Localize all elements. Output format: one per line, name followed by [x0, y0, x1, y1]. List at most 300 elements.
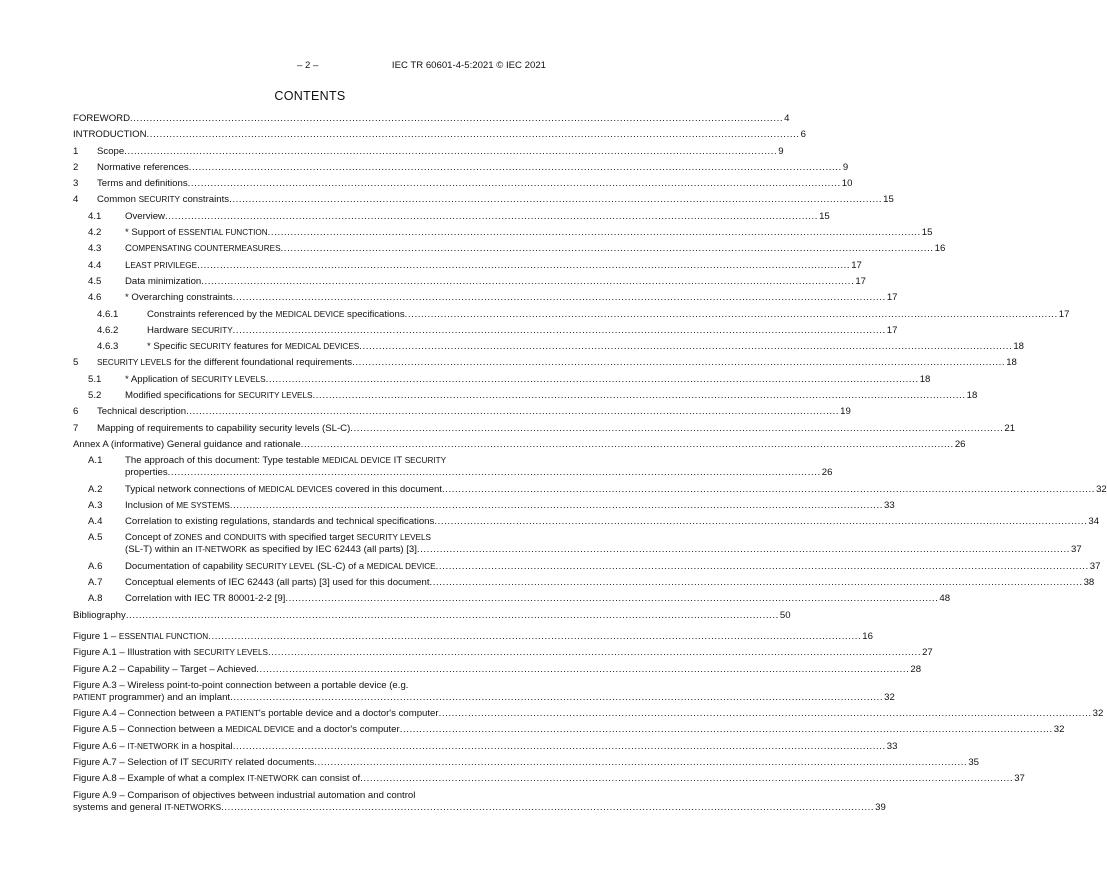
- small-caps-term: SECURITY: [138, 195, 180, 205]
- small-caps-term: SECURITY LEVELS: [97, 358, 172, 368]
- entry-title: [73, 692, 230, 704]
- entry-title: [125, 227, 268, 239]
- entry-title: [125, 243, 281, 255]
- entry-title: [73, 741, 233, 753]
- entry-title: [73, 757, 314, 769]
- toc-entry[interactable]: [73, 259, 862, 272]
- dot-leader: ........................................................................................................................................................................................................: [404, 308, 1058, 320]
- dot-leader: ........................................................................................................................................................................................................: [187, 178, 841, 190]
- section-number: 4: [73, 194, 79, 206]
- page-ref: 39: [875, 801, 886, 813]
- title-text: (SL-T) within an: [125, 544, 196, 556]
- entry-title: [125, 484, 442, 496]
- figure-entry[interactable]: [73, 708, 1104, 720]
- page-ref: 17: [855, 275, 867, 287]
- small-caps-term: SECURITY: [191, 758, 233, 768]
- small-caps-term: SECURITY LEVELS: [356, 533, 432, 543]
- entry-title: [73, 129, 147, 141]
- entry-title: [125, 544, 417, 556]
- dot-leader: ........................................................................................................................................................................................................: [164, 210, 819, 222]
- page-ref: 32: [1096, 483, 1107, 495]
- page-ref: 17: [851, 259, 862, 271]
- toc-entry[interactable]: [73, 609, 791, 622]
- figure-entry[interactable]: [73, 757, 979, 769]
- small-caps-term: MEDICAL DEVICE: [366, 561, 436, 571]
- entry-line: [73, 560, 1101, 573]
- title-text: Documentation of capability: [125, 560, 246, 572]
- toc-entry[interactable]: [73, 516, 1100, 528]
- toc-entry[interactable]: [73, 227, 933, 239]
- entry-line: [73, 275, 867, 288]
- title-text: and: [202, 532, 224, 544]
- entry-title: [125, 577, 430, 589]
- entry-line: [73, 129, 806, 141]
- page-ref: 18: [1013, 341, 1025, 353]
- dot-leader: ........................................................................................................................................................................................................: [124, 145, 778, 157]
- dot-leader: ........................................................................................................................................................................................................: [438, 708, 1092, 720]
- small-caps-term: SECURITY: [189, 342, 232, 352]
- section-number: 4.4: [88, 259, 102, 271]
- page-ref: 34: [1088, 516, 1100, 528]
- small-caps-term: MEDICAL DEVICE: [322, 456, 392, 466]
- page-ref: 38: [1083, 577, 1095, 589]
- title-text: Figure A.8 – Example of what a complex: [73, 773, 248, 785]
- title-text: IT: [391, 455, 405, 467]
- entry-title: [73, 610, 126, 622]
- entry-line: [73, 390, 978, 402]
- title-text: in a hospital: [178, 740, 233, 752]
- dot-leader: ........................................................................................................................................................................................................: [268, 647, 922, 659]
- section-number: 4.6.2: [97, 324, 119, 336]
- figure-entry[interactable]: [73, 631, 873, 643]
- page-ref: 6: [800, 129, 806, 141]
- page-ref: 15: [921, 227, 933, 239]
- section-number: A.4: [88, 516, 103, 528]
- title-text: programmer) and an implant: [106, 691, 231, 703]
- section-number: A.8: [88, 593, 103, 605]
- title-text: Hardware: [147, 324, 192, 336]
- figure-entry[interactable]: [73, 773, 1025, 785]
- title-text: Correlation with IEC TR 80001-2-2 [9]: [125, 593, 286, 605]
- entry-line: [73, 790, 546, 802]
- small-caps-term: EAST PRIVILEGE: [130, 260, 198, 270]
- dot-leader: ........................................................................................................................................................................................................: [399, 724, 1053, 736]
- dot-leader: ........................................................................................................................................................................................................: [232, 324, 886, 336]
- dot-leader: ........................................................................................................................................................................................................: [280, 243, 934, 255]
- section-number: 5.2: [88, 390, 102, 402]
- title-text: Figure A.9 – Comparison of objectives between industrial automation and control: [73, 789, 416, 801]
- entry-line: [73, 483, 1107, 496]
- title-text: * Overarching constraints: [125, 292, 233, 304]
- page-ref: 26: [821, 467, 833, 479]
- entry-line: [73, 292, 898, 304]
- dot-leader: ........................................................................................................................................................................................................: [197, 259, 851, 271]
- entry-title: [125, 561, 436, 573]
- entry-line: [73, 243, 946, 255]
- entry-line: [73, 516, 1100, 528]
- entry-title: [125, 532, 431, 544]
- toc-entry[interactable]: [73, 292, 898, 304]
- entry-line: [73, 113, 790, 125]
- title-text: Figure A.1 – Illustration with: [73, 647, 194, 659]
- small-caps-term: IT-NETWORKS: [164, 802, 222, 812]
- small-caps-term: MEDICAL DEVICES: [284, 342, 360, 352]
- entry-line: [73, 593, 951, 605]
- entry-line: [73, 178, 853, 190]
- title-text: as specified by IEC 62443 (all parts) [3]: [246, 544, 417, 556]
- entry-title: [73, 773, 360, 785]
- section-number: A.1: [88, 455, 103, 467]
- page-ref: 32: [884, 691, 895, 703]
- dot-leader: ........................................................................................................................................................................................................: [229, 194, 883, 206]
- page-ref: 17: [886, 292, 898, 304]
- title-text: 's portable device and a doctor's computer: [258, 708, 439, 720]
- toc-entry[interactable]: [73, 194, 894, 206]
- entry-line: [73, 259, 862, 272]
- page-ref: 10: [841, 178, 853, 190]
- section-number: 7: [73, 422, 79, 434]
- title-text: L: [125, 259, 131, 271]
- title-text: * Specific: [147, 341, 190, 353]
- entry-title: [73, 790, 415, 802]
- section-number: A.3: [88, 499, 103, 511]
- entry-line: [73, 757, 979, 769]
- entry-title: [125, 292, 233, 304]
- title-text: Overview: [125, 210, 165, 222]
- page-ref: 32: [1092, 708, 1104, 720]
- dot-leader: ........................................................................................................................................................................................................: [267, 227, 921, 239]
- entry-line: [73, 145, 784, 158]
- page-ref: 21: [1004, 422, 1016, 434]
- small-caps-term: IT-NETWORK: [247, 774, 299, 784]
- title-text: for the different foundational requirements: [171, 357, 353, 369]
- toc-entry[interactable]: [73, 324, 898, 337]
- title-text: Conceptual elements of IEC 62443 (all parts) [3] used for this document: [125, 577, 430, 589]
- toc-entry[interactable]: [73, 161, 849, 174]
- dot-leader: ........................................................................................................................................................................................................: [360, 773, 1014, 785]
- title-text: The approach of this document: Type testable: [125, 455, 323, 467]
- entry-line: [73, 801, 886, 814]
- section-number: A.5: [88, 532, 103, 544]
- entry-line: [73, 773, 1025, 785]
- section-number: 2: [73, 161, 79, 173]
- small-caps-term: ME SYSTEMS: [176, 500, 230, 510]
- entry-line: [73, 324, 898, 337]
- entry-title: [97, 423, 350, 435]
- entry-line: [73, 544, 1082, 556]
- entry-line: [73, 357, 1017, 369]
- entry-line: [73, 406, 851, 418]
- entry-title: [125, 455, 446, 467]
- title-text: Figure A.6 –: [73, 740, 128, 752]
- dot-leader: ........................................................................................................................................................................................................: [221, 801, 875, 813]
- title-text: and a doctor's computer: [294, 724, 400, 736]
- entry-line: [73, 708, 1104, 720]
- title-text: properties: [125, 467, 168, 479]
- entry-line: [73, 467, 833, 479]
- small-caps-term: SECURITY LEVEL: [245, 561, 315, 571]
- dot-leader: ........................................................................................................................................................................................................: [300, 438, 954, 450]
- dot-leader: ........................................................................................................................................................................................................: [416, 544, 1070, 556]
- title-text: constraints: [180, 194, 230, 206]
- toc-entry[interactable]: [73, 275, 867, 288]
- small-caps-term: ESSENTIAL FUNCTION: [118, 632, 209, 641]
- small-caps-term: OMPENSATING COUNTERMEASURES: [131, 244, 281, 254]
- section-number: 5.1: [88, 373, 102, 385]
- entry-line: [73, 422, 1016, 435]
- dot-leader: ........................................................................................................................................................................................................: [265, 373, 919, 385]
- section-number: 4.6.3: [97, 341, 119, 353]
- toc-entry[interactable]: [73, 455, 833, 479]
- entry-line: [73, 680, 546, 692]
- section-number: 4.5: [88, 275, 102, 287]
- title-text: Bibliography: [73, 609, 126, 621]
- section-number: 1: [73, 145, 79, 157]
- dot-leader: ........................................................................................................................................................................................................: [229, 499, 883, 511]
- toc-entry[interactable]: [73, 390, 978, 402]
- toc-entry[interactable]: [73, 145, 784, 158]
- toc-entry[interactable]: [73, 341, 1025, 353]
- figure-entry[interactable]: [73, 740, 898, 753]
- entry-title: [73, 724, 400, 736]
- section-number: 3: [73, 178, 79, 190]
- entry-line: [73, 227, 933, 239]
- dot-leader: ........................................................................................................................................................................................................: [434, 516, 1088, 528]
- entry-line: [73, 341, 1025, 353]
- dot-leader: ........................................................................................................................................................................................................: [146, 129, 800, 141]
- toc-entry[interactable]: [73, 577, 1095, 589]
- page-ref: 50: [779, 609, 791, 621]
- entry-title: [97, 194, 229, 206]
- entry-title: [147, 341, 359, 353]
- title-text: Annex A (informative) General guidance and rationale: [73, 438, 301, 450]
- entry-line: [73, 161, 849, 174]
- title-text: INTRODUCTION: [73, 129, 147, 141]
- entry-title: [97, 357, 352, 369]
- entry-line: [73, 647, 933, 659]
- dot-leader: ........................................................................................................................................................................................................: [188, 161, 842, 173]
- entry-line: [73, 194, 894, 206]
- figure-entry[interactable]: [73, 789, 886, 814]
- page-ref: 15: [883, 194, 894, 206]
- small-caps-term: MEDICAL DEVICE: [275, 309, 345, 319]
- entry-line: [73, 663, 922, 676]
- page-ref: 33: [883, 499, 895, 511]
- title-text: Typical network connections of: [125, 483, 259, 495]
- entry-line: [73, 455, 546, 467]
- toc-entry[interactable]: [73, 483, 1107, 496]
- title-text: Data minimization: [125, 275, 202, 287]
- title-text: * Support of: [125, 227, 179, 239]
- title-text: specifications: [344, 308, 405, 320]
- small-caps-term: IT-NETWORK: [127, 741, 179, 751]
- page-ref: 28: [910, 663, 922, 675]
- section-number: 4.3: [88, 243, 102, 255]
- entry-title: [73, 113, 130, 125]
- entry-title: [125, 500, 230, 512]
- page-ref: 15: [819, 210, 830, 222]
- entry-title: [125, 593, 285, 605]
- entry-line: [73, 577, 1095, 589]
- title-text: Figure A.2 – Capability – Target – Achieved: [73, 663, 257, 675]
- page-ref: 37: [1089, 560, 1101, 572]
- page-ref: 9: [842, 161, 849, 173]
- dot-leader: ........................................................................................................................................................................................................: [435, 560, 1089, 572]
- toc-entry[interactable]: [73, 560, 1101, 573]
- entry-title: [97, 162, 189, 174]
- entry-title: [125, 390, 313, 402]
- toc-entry[interactable]: [73, 308, 1070, 321]
- title-text: FOREWORD: [73, 113, 131, 124]
- title-text: * Application of: [125, 373, 192, 385]
- title-text: Normative references: [97, 161, 189, 173]
- dot-leader: ........................................................................................................................................................................................................: [429, 577, 1083, 589]
- entry-title: [147, 309, 405, 321]
- section-number: 6: [73, 406, 79, 418]
- section-number: 5: [73, 357, 79, 369]
- page-ref: 16: [862, 631, 873, 642]
- toc-entry[interactable]: [73, 438, 966, 451]
- entry-line: [73, 499, 895, 512]
- title-text: Figure A.7 – Selection of IT: [73, 757, 192, 769]
- toc-entry[interactable]: [73, 406, 851, 418]
- page-ref: 26: [954, 438, 966, 450]
- small-caps-term: SECURITY LEVELS: [193, 648, 268, 658]
- title-text: systems and general: [73, 801, 165, 813]
- dot-leader: ........................................................................................................................................................................................................: [350, 422, 1004, 434]
- dot-leader: ........................................................................................................................................................................................................: [201, 275, 855, 287]
- figure-entry[interactable]: [73, 647, 933, 659]
- entry-title: [125, 516, 434, 528]
- page-ref: 19: [840, 406, 851, 418]
- entry-title: [125, 467, 168, 479]
- toc-entry[interactable]: [73, 357, 1017, 369]
- figure-entry[interactable]: [73, 679, 895, 704]
- page-ref: 37: [1014, 773, 1025, 785]
- document-id: IEC TR 60601-4-5:2021 © IEC 2021: [391, 60, 546, 71]
- entry-title: [97, 146, 124, 158]
- title-text: Terms and definitions: [97, 178, 188, 190]
- entry-title: [125, 260, 197, 272]
- title-text: Mapping of requirements to capability security levels (SL-C): [97, 422, 351, 434]
- section-number: 4.1: [88, 210, 102, 222]
- title-text: Scope: [97, 145, 125, 157]
- dot-leader: ........................................................................................................................................................................................................: [312, 390, 966, 402]
- title-text: Figure A.5 – Connection between a: [73, 724, 226, 736]
- toc-entry[interactable]: [73, 593, 951, 605]
- title-text: Constraints referenced by the: [147, 308, 276, 320]
- toc-entry[interactable]: [73, 373, 931, 386]
- entry-title: [125, 211, 165, 223]
- dot-leader: ........................................................................................................................................................................................................: [441, 483, 1096, 495]
- section-number: A.2: [88, 483, 103, 495]
- title-text: with specified target: [266, 532, 357, 544]
- title-text: covered in this document: [332, 483, 442, 495]
- title-text: Common: [97, 194, 139, 206]
- title-text: Technical description: [97, 406, 187, 418]
- title-text: related documents: [232, 757, 315, 769]
- toc-entry[interactable]: [73, 499, 895, 512]
- figure-entry[interactable]: [73, 724, 1065, 736]
- entry-title: [73, 664, 256, 676]
- section-number: 4.6: [88, 292, 102, 304]
- toc-entry[interactable]: [73, 210, 830, 223]
- page-ref: 17: [886, 324, 898, 336]
- entry-line: [73, 724, 1065, 736]
- entry-line: [73, 609, 791, 622]
- title-text: Correlation to existing regulations, standards and technical specifications: [125, 516, 435, 528]
- small-caps-term: SECURITY LEVELS: [191, 374, 266, 384]
- title-text: Modified specifications for: [125, 390, 239, 402]
- small-caps-term: PATIENT: [225, 709, 259, 719]
- page-ref: 27: [922, 647, 933, 659]
- toc-entry[interactable]: [73, 532, 1082, 556]
- small-caps-term: MEDICAL DEVICES: [258, 484, 333, 494]
- list-of-figures: [73, 631, 1104, 818]
- entry-title: [125, 276, 201, 288]
- section-number: A.7: [88, 577, 103, 589]
- page-ref: 9: [778, 145, 784, 157]
- entry-line: [73, 532, 546, 544]
- title-text: Figure A.4 – Connection between a: [73, 708, 226, 720]
- page-ref: 18: [966, 390, 978, 402]
- entry-line: [73, 373, 931, 386]
- page-ref: 48: [939, 593, 951, 605]
- small-caps-term: SECURITY LEVELS: [238, 391, 313, 401]
- entry-title: [73, 631, 208, 643]
- title-text: Inclusion of: [125, 499, 177, 511]
- toc-entry[interactable]: [73, 422, 1016, 435]
- dot-leader: ........................................................................................................................................................................................................: [352, 357, 1006, 369]
- toc-entry[interactable]: [73, 129, 806, 141]
- entry-line: [73, 691, 895, 704]
- entry-title: [73, 708, 439, 720]
- dot-leader: ........................................................................................................................................................................................................: [285, 593, 939, 605]
- entry-title: [147, 325, 233, 337]
- entry-title: [73, 680, 408, 692]
- entry-title: [125, 374, 266, 386]
- dot-leader: ........................................................................................................................................................................................................: [314, 757, 968, 769]
- entry-title: [73, 439, 301, 451]
- dot-leader: ........................................................................................................................................................................................................: [125, 609, 779, 621]
- entry-line: [73, 308, 1070, 321]
- page-ref: 32: [1053, 724, 1065, 736]
- title-text: features for: [231, 341, 285, 353]
- section-number: 4.6.1: [97, 308, 119, 320]
- small-caps-term: ZONES: [174, 533, 203, 543]
- title-text: Figure A.3 – Wireless point-to-point connection between a portable device (e.g.: [73, 679, 409, 691]
- table-of-contents: [73, 113, 1107, 626]
- page-ref: 33: [886, 740, 898, 752]
- title-text: (SL-C) of a: [314, 560, 367, 572]
- figure-entry[interactable]: [73, 663, 922, 676]
- toc-entry[interactable]: [73, 113, 790, 125]
- dot-leader: ........................................................................................................................................................................................................: [232, 740, 886, 752]
- toc-entry[interactable]: [73, 243, 946, 255]
- page-ref: 35: [968, 757, 979, 769]
- page-ref: 18: [919, 373, 931, 385]
- page-number: – 2 –: [297, 60, 319, 71]
- small-caps-term: SECURITY: [404, 456, 447, 466]
- page-ref: 4: [784, 113, 790, 124]
- page-ref: 18: [1006, 357, 1017, 369]
- small-caps-term: MEDICAL DEVICE: [225, 725, 295, 735]
- page-ref: 17: [1058, 308, 1070, 320]
- entry-line: [73, 438, 966, 451]
- entry-line: [73, 740, 898, 753]
- title-text: Figure 1 –: [73, 631, 119, 642]
- toc-entry[interactable]: [73, 178, 853, 190]
